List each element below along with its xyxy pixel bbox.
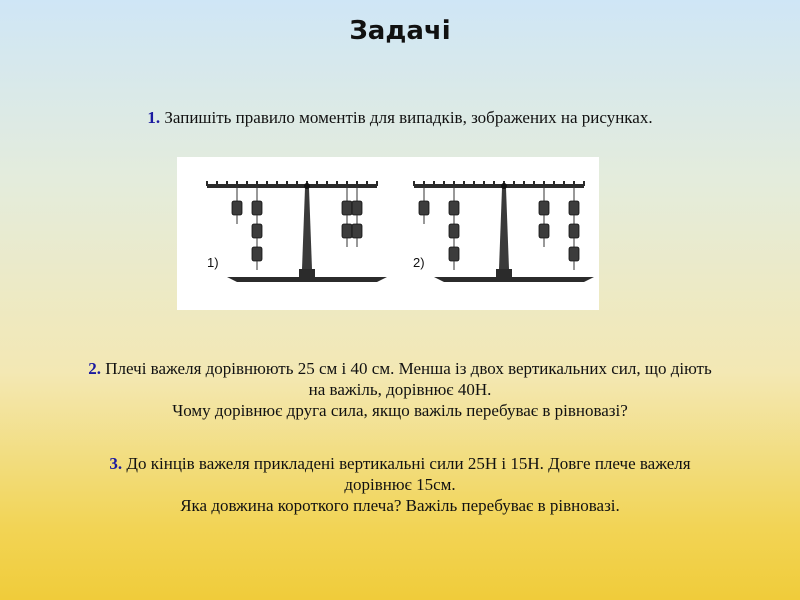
- lever-1-notch: [226, 181, 228, 186]
- lever-2-notch: [463, 181, 465, 186]
- lever-2-notch: [513, 181, 515, 186]
- lever-2-notch: [533, 181, 535, 186]
- lever-2-beam: [414, 184, 584, 188]
- lever-2-notch: [543, 181, 545, 186]
- lever-2-hanger-4-weight: [569, 224, 579, 238]
- task-3-text-1: До кінців важеля прикладені вертикальні сили 25Н і 15Н. Довге плече важеля: [126, 454, 691, 473]
- lever-1-notch: [296, 181, 298, 186]
- lever-2-notch: [453, 181, 455, 186]
- lever-2-notch: [563, 181, 565, 186]
- task-2-line-1: [20, 358, 780, 379]
- lever-1-pivot: [304, 183, 310, 189]
- lever-2-hanger-1-weight: [419, 201, 429, 215]
- lever-1-notch: [246, 181, 248, 186]
- lever-1-notch: [336, 181, 338, 186]
- task-3-number: 3.: [109, 454, 123, 473]
- lever-1-notch: [346, 181, 348, 186]
- lever-2-pivot: [501, 183, 507, 189]
- lever-2-notch: [443, 181, 445, 186]
- lever-1-notch: [356, 181, 358, 186]
- task-3: [20, 453, 780, 516]
- lever-2-hanger-2-weight: [449, 247, 459, 261]
- task-3-line-3: Яка довжина короткого плеча? Важіль перебуває в рівновазі.: [180, 496, 620, 515]
- lever-2-notch: [433, 181, 435, 186]
- lever-1-notch: [216, 181, 218, 186]
- task-2-line-3: Чому дорівнює друга сила, якщо важіль перебуває в рівновазі?: [172, 401, 628, 420]
- lever-figure: [177, 157, 599, 310]
- task-2-number: 2.: [88, 359, 102, 378]
- lever-1-base: [227, 277, 387, 282]
- diagram-1-label: 1): [207, 255, 219, 270]
- lever-2-notch: [553, 181, 555, 186]
- diagram-2-label: 2): [413, 255, 425, 270]
- lever-1-hanger-2-weight: [252, 224, 262, 238]
- lever-1-beam: [207, 184, 377, 188]
- lever-1-notch: [376, 181, 378, 186]
- lever-2-hanger-4-weight: [569, 201, 579, 215]
- lever-2-hanger-2-weight: [449, 224, 459, 238]
- lever-2-notch: [483, 181, 485, 186]
- lever-1-notch: [316, 181, 318, 186]
- lever-2-hanger-3-weight: [539, 201, 549, 215]
- lever-1-hanger-1-weight: [232, 201, 242, 215]
- lever-2-notch: [423, 181, 425, 186]
- lever-2-base: [434, 277, 594, 282]
- lever-1-stand: [302, 188, 312, 269]
- lever-1-notch: [266, 181, 268, 186]
- lever-diagrams: [177, 157, 599, 310]
- lever-diagram-2: [413, 181, 594, 282]
- lever-1-notch: [236, 181, 238, 186]
- lever-2-notch: [473, 181, 475, 186]
- lever-1-hanger-3-weight: [342, 224, 352, 238]
- lever-1-hanger-4-weight: [352, 201, 362, 215]
- lever-2-notch: [583, 181, 585, 186]
- lever-1-hanger-2-weight: [252, 201, 262, 215]
- lever-2-notch: [573, 181, 575, 186]
- lever-1-notch: [256, 181, 258, 186]
- lever-1-hanger-3-weight: [342, 201, 352, 215]
- lever-2-stand: [499, 188, 509, 269]
- task-2-text-1: Плечі важеля дорівнюють 25 см і 40 см. Менша із двох вертикальних сил, що діють: [105, 359, 712, 378]
- task-2: [20, 358, 780, 421]
- lever-1-notch: [276, 181, 278, 186]
- lever-1-hanger-4-weight: [352, 224, 362, 238]
- lever-2-notch: [493, 181, 495, 186]
- lever-diagram-1: [206, 181, 387, 282]
- lever-2-stand-foot: [496, 269, 512, 277]
- lever-2-notch: [523, 181, 525, 186]
- task-1-number: 1.: [147, 108, 161, 127]
- lever-2-notch: [413, 181, 415, 186]
- lever-1-hanger-2-weight: [252, 247, 262, 261]
- lever-1-notch: [326, 181, 328, 186]
- lever-2-hanger-4-weight: [569, 247, 579, 261]
- task-1-text: Запишіть правило моментів для випадків, зображених на рисунках.: [164, 108, 653, 127]
- lever-1-stand-foot: [299, 269, 315, 277]
- lever-1-notch: [366, 181, 368, 186]
- lever-2-hanger-2-weight: [449, 201, 459, 215]
- task-3-line-1: [20, 453, 780, 474]
- task-3-line-2: дорівнює 15см.: [344, 475, 456, 494]
- lever-1-notch: [206, 181, 208, 186]
- lever-2-hanger-3-weight: [539, 224, 549, 238]
- task-2-line-2: на важіль, дорівнює 40Н.: [308, 380, 492, 399]
- lever-1-notch: [286, 181, 288, 186]
- task-1: [20, 107, 780, 128]
- slide-title: Задачі: [349, 16, 451, 46]
